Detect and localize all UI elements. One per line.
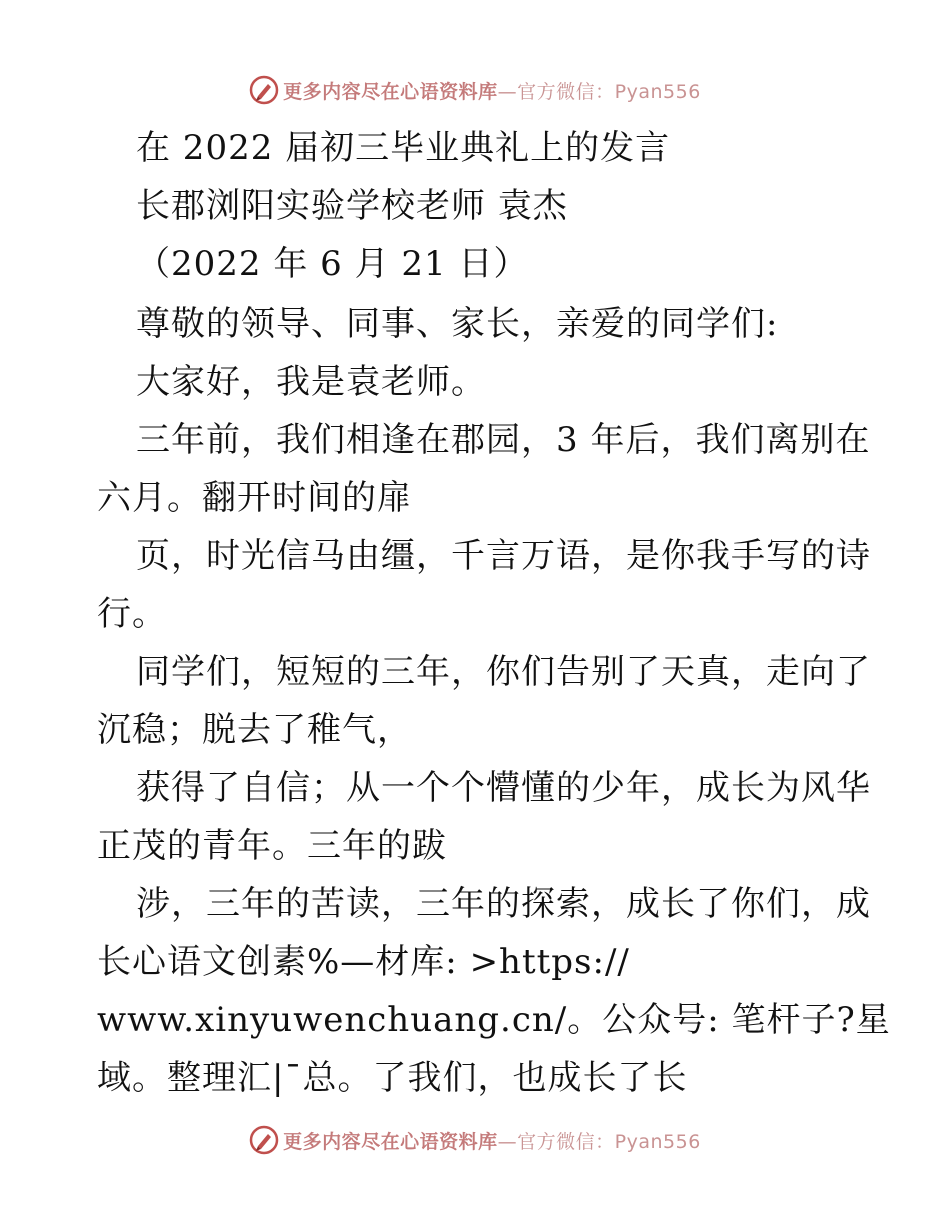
watermark-contact: —官方微信：Pyan556 — [497, 1130, 701, 1153]
watermark-brand: 更多内容尽在心语资料库 — [283, 80, 498, 103]
doc-paragraph-line: 页，时光信马由缰，千言万语，是你我手写的诗 — [136, 536, 871, 576]
doc-paragraph-line: 长心语文创素%—材库: >https:// — [97, 942, 630, 982]
doc-author: 长郡浏阳实验学校老师 袁杰 — [136, 186, 568, 226]
watermark-text — [283, 77, 701, 104]
watermark-header — [0, 72, 950, 108]
doc-greeting: 大家好，我是袁老师。 — [136, 362, 486, 402]
doc-paragraph-line: www.xinyuwenchuang.cn/。公众号: 笔杆子?星 — [97, 1000, 891, 1040]
doc-paragraph-line: 行。 — [97, 594, 167, 634]
watermark-contact: —官方微信：Pyan556 — [497, 80, 701, 103]
doc-date: （2022 年 6 月 21 日） — [136, 244, 529, 284]
doc-title: 在 2022 届初三毕业典礼上的发言 — [136, 128, 671, 168]
doc-paragraph-line: 获得了自信；从一个个懵懂的少年，成长为风华 — [136, 768, 871, 808]
doc-paragraph-line: 域。整理汇|¯总。了我们，也成长了长 — [97, 1058, 688, 1098]
watermark-text — [283, 1127, 701, 1154]
pen-logo-icon — [249, 1125, 279, 1155]
doc-paragraph-line: 沉稳；脱去了稚气， — [97, 710, 412, 750]
watermark-brand: 更多内容尽在心语资料库 — [283, 1130, 498, 1153]
doc-paragraph-line: 涉，三年的苦读，三年的探索，成长了你们，成 — [136, 884, 871, 924]
doc-paragraph-line: 六月。翻开时间的扉 — [97, 478, 412, 518]
pen-logo-icon — [249, 75, 279, 105]
watermark-footer — [0, 1122, 950, 1158]
doc-paragraph-line: 同学们，短短的三年，你们告别了天真，走向了 — [136, 652, 871, 692]
doc-paragraph-line: 三年前，我们相逢在郡园，3 年后，我们离别在 — [136, 420, 871, 460]
doc-salutation: 尊敬的领导、同事、家长，亲爱的同学们: — [136, 304, 779, 344]
doc-paragraph-line: 正茂的青年。三年的跋 — [97, 826, 447, 866]
